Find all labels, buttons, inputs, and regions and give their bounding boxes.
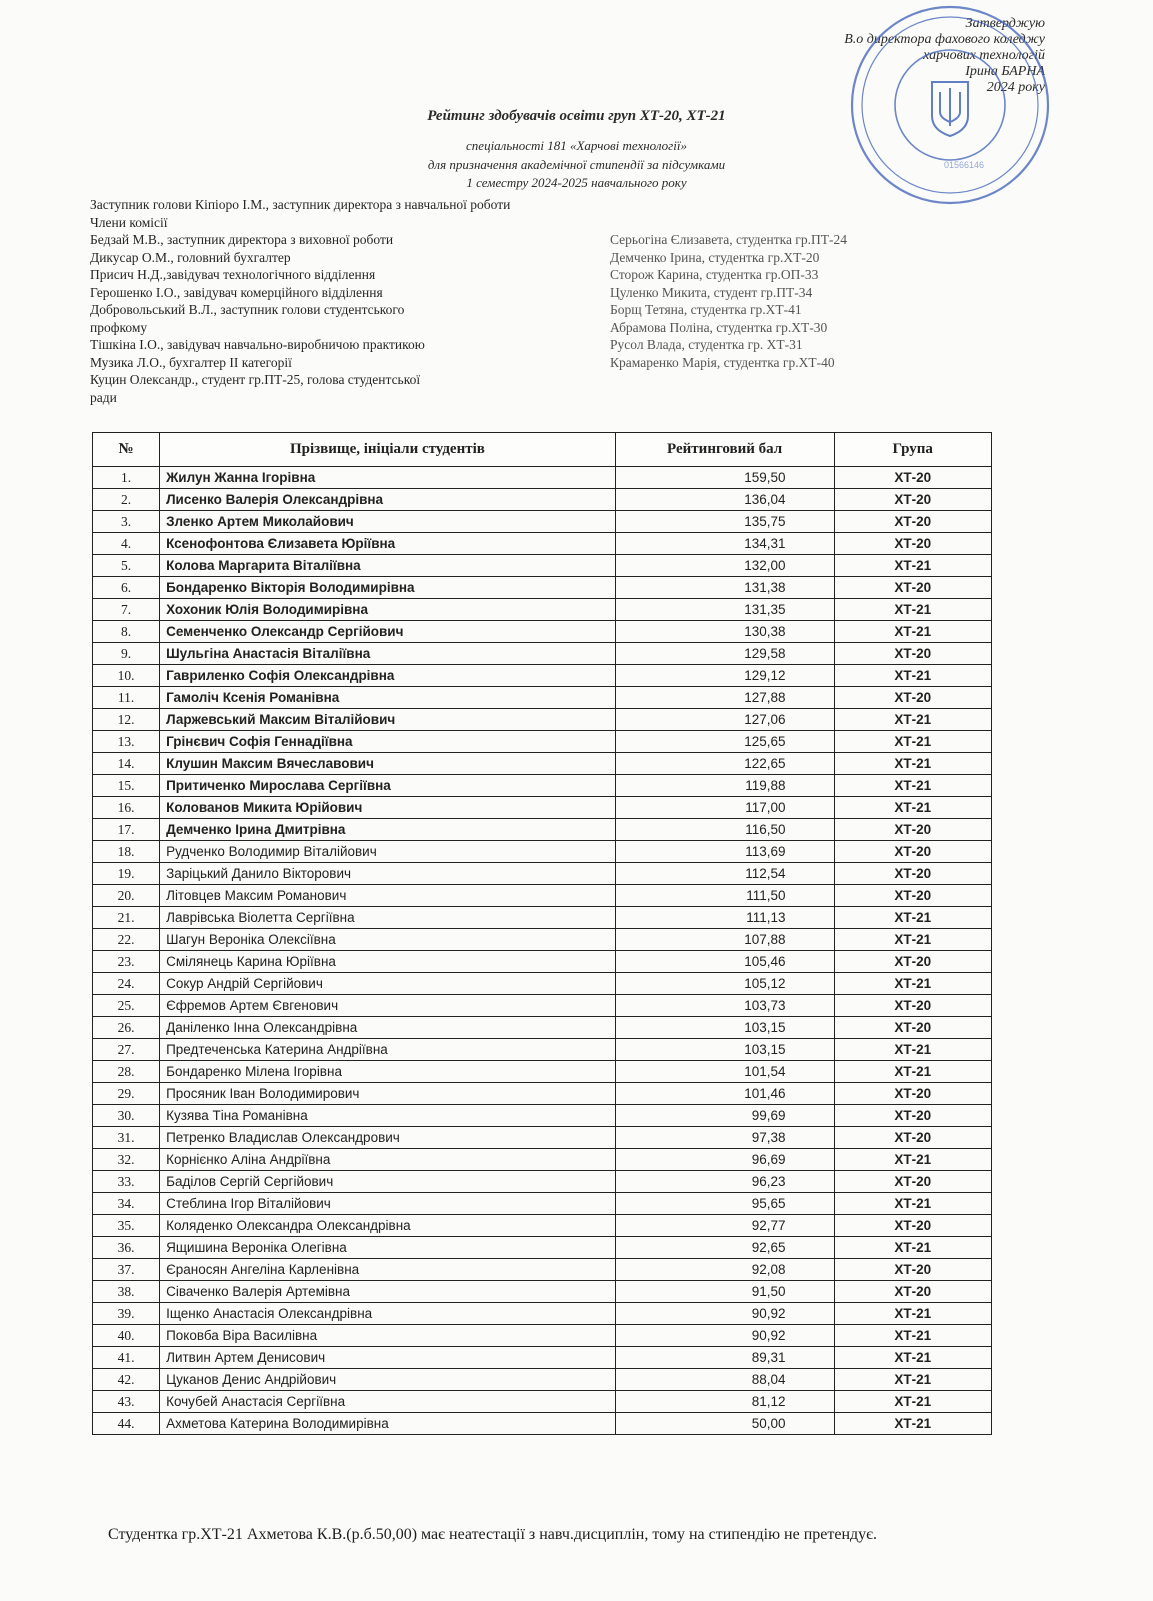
student-name: Демченко Ірина Дмитрівна — [160, 819, 616, 841]
rating-score: 88,04 — [615, 1369, 834, 1391]
rating-score: 111,50 — [615, 885, 834, 907]
student-name: Ахметова Катерина Володимирівна — [160, 1413, 616, 1435]
commission-member: Борщ Тетяна, студентка гр.ХТ-41 — [610, 302, 802, 317]
approval-line: Ірина БАРНА — [965, 64, 1045, 79]
table-row — [93, 995, 992, 1017]
group-code: ХТ-21 — [834, 797, 992, 819]
student-name: Єраносян Ангеліна Карленівна — [160, 1259, 616, 1281]
rating-score: 103,73 — [615, 995, 834, 1017]
row-number: 14. — [93, 753, 160, 775]
commission-block — [90, 196, 1070, 406]
table-row — [93, 1413, 992, 1435]
student-name: Бондаренко Вікторія Володимирівна — [160, 577, 616, 599]
student-name: Баділов Сергій Сергійович — [160, 1171, 616, 1193]
rating-score: 135,75 — [615, 511, 834, 533]
rating-score: 117,00 — [615, 797, 834, 819]
student-name: Поковба Віра Василівна — [160, 1325, 616, 1347]
group-code: ХТ-20 — [834, 1171, 992, 1193]
group-code: ХТ-21 — [834, 665, 992, 687]
rating-score: 119,88 — [615, 775, 834, 797]
student-name: Ларжевський Максим Віталійович — [160, 709, 616, 731]
student-name: Ящишина Вероніка Олегівна — [160, 1237, 616, 1259]
table-row — [93, 863, 992, 885]
group-code: ХТ-20 — [834, 467, 992, 489]
rating-score: 103,15 — [615, 1017, 834, 1039]
rating-score: 90,92 — [615, 1325, 834, 1347]
student-name: Гавриленко Софія Олександрівна — [160, 665, 616, 687]
table-row — [93, 797, 992, 819]
row-number: 33. — [93, 1171, 160, 1193]
row-number: 30. — [93, 1105, 160, 1127]
footnote: Студентка гр.ХТ-21 Ахметова К.В.(р.б.50,00) має неатестації з навч.дисциплін, тому на стипендію не претендує. — [108, 1526, 878, 1543]
document-subtitle: 1 семестру 2024-2025 навчального року — [466, 175, 687, 190]
row-number: 4. — [93, 533, 160, 555]
group-code: ХТ-20 — [834, 643, 992, 665]
rating-score: 89,31 — [615, 1347, 834, 1369]
rating-score: 92,77 — [615, 1215, 834, 1237]
row-number: 3. — [93, 511, 160, 533]
table-row — [93, 1149, 992, 1171]
row-number: 25. — [93, 995, 160, 1017]
table-row — [93, 599, 992, 621]
group-code: ХТ-20 — [834, 1105, 992, 1127]
table-row — [93, 1303, 992, 1325]
commission-left-list — [90, 231, 610, 406]
student-name: Іщенко Анастасія Олександрівна — [160, 1303, 616, 1325]
row-number: 34. — [93, 1193, 160, 1215]
commission-member: Сторож Карина, студентка гр.ОП-33 — [610, 267, 819, 282]
commission-head: Заступник голови Кіпіоро І.М., заступник директора з навчальної роботи — [90, 197, 511, 212]
rating-score: 92,08 — [615, 1259, 834, 1281]
table-row — [93, 731, 992, 753]
student-name: Жилун Жанна Ігорівна — [160, 467, 616, 489]
group-code: ХТ-20 — [834, 1281, 992, 1303]
group-code: ХТ-21 — [834, 1061, 992, 1083]
row-number: 40. — [93, 1325, 160, 1347]
table-row — [93, 1105, 992, 1127]
table-row — [93, 1127, 992, 1149]
row-number: 38. — [93, 1281, 160, 1303]
table-row — [93, 467, 992, 489]
commission-member: профкому — [90, 319, 148, 335]
table-row — [93, 1083, 992, 1105]
rating-score: 101,54 — [615, 1061, 834, 1083]
table-row — [93, 665, 992, 687]
row-number: 2. — [93, 489, 160, 511]
rating-score: 96,69 — [615, 1149, 834, 1171]
row-number: 5. — [93, 555, 160, 577]
row-number: 27. — [93, 1039, 160, 1061]
rating-score: 131,38 — [615, 577, 834, 599]
table-row — [93, 709, 992, 731]
table-row — [93, 1347, 992, 1369]
row-number: 13. — [93, 731, 160, 753]
group-code: ХТ-20 — [834, 819, 992, 841]
rating-score: 112,54 — [615, 863, 834, 885]
row-number: 20. — [93, 885, 160, 907]
student-name: Петренко Владислав Олександрович — [160, 1127, 616, 1149]
rating-score: 130,38 — [615, 621, 834, 643]
table-body — [93, 467, 992, 1435]
document-subtitle: спеціальності 181 «Харчові технології» — [466, 138, 687, 153]
group-code: ХТ-20 — [834, 995, 992, 1017]
row-number: 26. — [93, 1017, 160, 1039]
group-code: ХТ-20 — [834, 841, 992, 863]
rating-score: 127,88 — [615, 687, 834, 709]
row-number: 24. — [93, 973, 160, 995]
group-code: ХТ-21 — [834, 1325, 992, 1347]
group-code: ХТ-20 — [834, 687, 992, 709]
table-row — [93, 1237, 992, 1259]
row-number: 18. — [93, 841, 160, 863]
group-code: ХТ-20 — [834, 863, 992, 885]
row-number: 32. — [93, 1149, 160, 1171]
row-number: 21. — [93, 907, 160, 929]
table-row — [93, 533, 992, 555]
table-row — [93, 907, 992, 929]
student-name: Цуканов Денис Андрійович — [160, 1369, 616, 1391]
rating-score: 103,15 — [615, 1039, 834, 1061]
student-name: Шагун Вероніка Олексіївна — [160, 929, 616, 951]
rating-table — [92, 432, 992, 1435]
student-name: Сіваченко Валерія Артемівна — [160, 1281, 616, 1303]
group-code: ХТ-20 — [834, 1215, 992, 1237]
rating-score: 136,04 — [615, 489, 834, 511]
table-row — [93, 489, 992, 511]
row-number: 35. — [93, 1215, 160, 1237]
group-code: ХТ-21 — [834, 1149, 992, 1171]
row-number: 39. — [93, 1303, 160, 1325]
rating-score: 95,65 — [615, 1193, 834, 1215]
commission-member: Присич Н.Д.,завідувач технологічного відділення — [90, 267, 376, 282]
group-code: ХТ-21 — [834, 973, 992, 995]
approval-line: В.о директора фахового коледжу — [844, 32, 1045, 47]
group-code: ХТ-21 — [834, 907, 992, 929]
commission-member: Серьогіна Єлизавета, студентка гр.ПТ-24 — [610, 232, 847, 247]
row-number: 42. — [93, 1369, 160, 1391]
group-code: ХТ-20 — [834, 1083, 992, 1105]
student-name: Бондаренко Мілена Ігорівна — [160, 1061, 616, 1083]
table-header-row — [93, 433, 992, 467]
group-code: ХТ-20 — [834, 1127, 992, 1149]
table-row — [93, 929, 992, 951]
group-code: ХТ-20 — [834, 885, 992, 907]
commission-member: Абрамова Поліна, студентка гр.ХТ-30 — [610, 319, 828, 335]
table-row — [93, 1391, 992, 1413]
table-row — [93, 1017, 992, 1039]
group-code: ХТ-21 — [834, 1237, 992, 1259]
rating-score: 50,00 — [615, 1413, 834, 1435]
approval-line: 2024 року — [986, 80, 1045, 95]
rating-score: 122,65 — [615, 753, 834, 775]
table-row — [93, 885, 992, 907]
group-code: ХТ-21 — [834, 1303, 992, 1325]
row-number: 43. — [93, 1391, 160, 1413]
group-code: ХТ-21 — [834, 1391, 992, 1413]
table-row — [93, 1215, 992, 1237]
student-name: Колованов Микита Юрійович — [160, 797, 616, 819]
student-name: Литвин Артем Денисович — [160, 1347, 616, 1369]
group-code: ХТ-20 — [834, 577, 992, 599]
student-name: Смілянець Карина Юріївна — [160, 951, 616, 973]
rating-score: 132,00 — [615, 555, 834, 577]
commission-member: Куцин Олександр., студент гр.ПТ-25, голова студентської — [90, 372, 421, 387]
column-header-name: Прізвище, ініціали студентів — [160, 433, 616, 467]
student-name: Шульгіна Анастасія Віталіївна — [160, 643, 616, 665]
group-code: ХТ-21 — [834, 753, 992, 775]
student-name: Рудченко Володимир Віталійович — [160, 841, 616, 863]
group-code: ХТ-20 — [834, 1017, 992, 1039]
group-code: ХТ-20 — [834, 951, 992, 973]
table-row — [93, 951, 992, 973]
row-number: 28. — [93, 1061, 160, 1083]
rating-score: 96,23 — [615, 1171, 834, 1193]
commission-member: Дикусар О.М., головний бухгалтер — [90, 249, 291, 265]
student-name: Корнієнко Аліна Андріївна — [160, 1149, 616, 1171]
rating-score: 129,58 — [615, 643, 834, 665]
student-name: Даніленко Інна Олександрівна — [160, 1017, 616, 1039]
group-code: ХТ-21 — [834, 555, 992, 577]
rating-score: 125,65 — [615, 731, 834, 753]
group-code: ХТ-20 — [834, 511, 992, 533]
student-name: Хохоник Юлія Володимирівна — [160, 599, 616, 621]
table-row — [93, 1193, 992, 1215]
rating-score: 107,88 — [615, 929, 834, 951]
table-row — [93, 1171, 992, 1193]
row-number: 16. — [93, 797, 160, 819]
table-row — [93, 511, 992, 533]
student-name: Лисенко Валерія Олександрівна — [160, 489, 616, 511]
commission-member: Тішкіна І.О., завідувач навчально-виробничою практикою — [90, 337, 425, 352]
row-number: 31. — [93, 1127, 160, 1149]
commission-member: Цуленко Микита, студент гр.ПТ-34 — [610, 284, 813, 300]
rating-score: 116,50 — [615, 819, 834, 841]
group-code: ХТ-20 — [834, 1259, 992, 1281]
row-number: 44. — [93, 1413, 160, 1435]
commission-member: Демченко Ірина, студентка гр.ХТ-20 — [610, 249, 820, 265]
student-name: Сокур Андрій Сергійович — [160, 973, 616, 995]
commission-member: Герошенко І.О., завідувач комерційного відділення — [90, 284, 383, 300]
commission-member: Добровольський В.Л., заступник голови студентського — [90, 302, 405, 317]
table-row — [93, 973, 992, 995]
student-name: Кузява Тіна Романівна — [160, 1105, 616, 1127]
row-number: 10. — [93, 665, 160, 687]
column-header-group: Група — [834, 433, 992, 467]
table-row — [93, 643, 992, 665]
commission-members-label: Члени комісії — [90, 214, 168, 230]
row-number: 9. — [93, 643, 160, 665]
group-code: ХТ-21 — [834, 775, 992, 797]
row-number: 11. — [93, 687, 160, 709]
group-code: ХТ-21 — [834, 1039, 992, 1061]
rating-score: 159,50 — [615, 467, 834, 489]
rating-score: 99,69 — [615, 1105, 834, 1127]
table-row — [93, 577, 992, 599]
approval-line: Затверджую — [965, 16, 1045, 31]
rating-score: 90,92 — [615, 1303, 834, 1325]
group-code: ХТ-21 — [834, 709, 992, 731]
group-code: ХТ-21 — [834, 1413, 992, 1435]
student-name: Гамоліч Ксенія Романівна — [160, 687, 616, 709]
table-row — [93, 1325, 992, 1347]
commission-member: ради — [90, 389, 117, 405]
student-name: Ксенофонтова Єлизавета Юріївна — [160, 533, 616, 555]
rating-score: 129,12 — [615, 665, 834, 687]
student-name: Заріцький Данило Вікторович — [160, 863, 616, 885]
student-name: Просяник Іван Володимирович — [160, 1083, 616, 1105]
student-name: Колова Маргарита Віталіївна — [160, 555, 616, 577]
commission-member: Крамаренко Марія, студентка гр.ХТ-40 — [610, 354, 835, 370]
table-row — [93, 1369, 992, 1391]
student-name: Притиченко Мирослава Сергіївна — [160, 775, 616, 797]
table-row — [93, 687, 992, 709]
rating-score: 131,35 — [615, 599, 834, 621]
row-number: 19. — [93, 863, 160, 885]
document-title: Рейтинг здобувачів освіти груп ХТ-20, ХТ-21 — [427, 108, 726, 124]
row-number: 7. — [93, 599, 160, 621]
row-number: 23. — [93, 951, 160, 973]
row-number: 22. — [93, 929, 160, 951]
row-number: 41. — [93, 1347, 160, 1369]
document-subtitle: для призначення академічної стипендії за підсумками — [427, 157, 726, 172]
row-number: 8. — [93, 621, 160, 643]
group-code: ХТ-21 — [834, 1369, 992, 1391]
group-code: ХТ-21 — [834, 621, 992, 643]
student-name: Єфремов Артем Євгенович — [160, 995, 616, 1017]
rating-score: 113,69 — [615, 841, 834, 863]
column-header-score: Рейтинговий бал — [615, 433, 834, 467]
row-number: 1. — [93, 467, 160, 489]
student-name: Клушин Максим Вячеславович — [160, 753, 616, 775]
group-code: ХТ-21 — [834, 599, 992, 621]
student-name: Коляденко Олександра Олександрівна — [160, 1215, 616, 1237]
student-name: Кочубей Анастасія Сергіївна — [160, 1391, 616, 1413]
student-name: Зленко Артем Миколайович — [160, 511, 616, 533]
student-name: Предтеченська Катерина Андріївна — [160, 1039, 616, 1061]
row-number: 17. — [93, 819, 160, 841]
table-row — [93, 555, 992, 577]
group-code: ХТ-21 — [834, 1193, 992, 1215]
table-row — [93, 841, 992, 863]
table-row — [93, 1039, 992, 1061]
row-number: 12. — [93, 709, 160, 731]
column-header-number: № — [93, 433, 160, 467]
rating-score: 127,06 — [615, 709, 834, 731]
student-name: Літовцев Максим Романович — [160, 885, 616, 907]
rating-score: 105,46 — [615, 951, 834, 973]
commission-member: Русол Влада, студентка гр. ХТ-31 — [610, 337, 803, 352]
rating-score: 97,38 — [615, 1127, 834, 1149]
student-name: Грінєвич Софія Геннадіївна — [160, 731, 616, 753]
rating-score: 101,46 — [615, 1083, 834, 1105]
row-number: 29. — [93, 1083, 160, 1105]
table-row — [93, 775, 992, 797]
row-number: 15. — [93, 775, 160, 797]
table-row — [93, 753, 992, 775]
rating-score: 92,65 — [615, 1237, 834, 1259]
commission-member: Бедзай М.В., заступник директора з виховної роботи — [90, 232, 394, 247]
row-number: 6. — [93, 577, 160, 599]
table-row — [93, 621, 992, 643]
approval-line: харчових технологій — [923, 48, 1045, 63]
rating-score: 134,31 — [615, 533, 834, 555]
student-name: Семенченко Олександр Сергійович — [160, 621, 616, 643]
table-row — [93, 1259, 992, 1281]
rating-score: 111,13 — [615, 907, 834, 929]
table-row — [93, 819, 992, 841]
table-row — [93, 1281, 992, 1303]
rating-score: 91,50 — [615, 1281, 834, 1303]
group-code: ХТ-21 — [834, 929, 992, 951]
row-number: 37. — [93, 1259, 160, 1281]
rating-score: 81,12 — [615, 1391, 834, 1413]
table-row — [93, 1061, 992, 1083]
group-code: ХТ-21 — [834, 1347, 992, 1369]
student-name: Лаврівська Віолетта Сергіївна — [160, 907, 616, 929]
student-name: Стеблина Ігор Віталійович — [160, 1193, 616, 1215]
svg-text:01566146: 01566146 — [944, 160, 985, 170]
rating-score: 105,12 — [615, 973, 834, 995]
row-number: 36. — [93, 1237, 160, 1259]
commission-member: Музика Л.О., бухгалтер ІІ категорії — [90, 354, 292, 370]
group-code: ХТ-20 — [834, 533, 992, 555]
group-code: ХТ-21 — [834, 731, 992, 753]
commission-right-list — [610, 231, 1050, 406]
group-code: ХТ-20 — [834, 489, 992, 511]
